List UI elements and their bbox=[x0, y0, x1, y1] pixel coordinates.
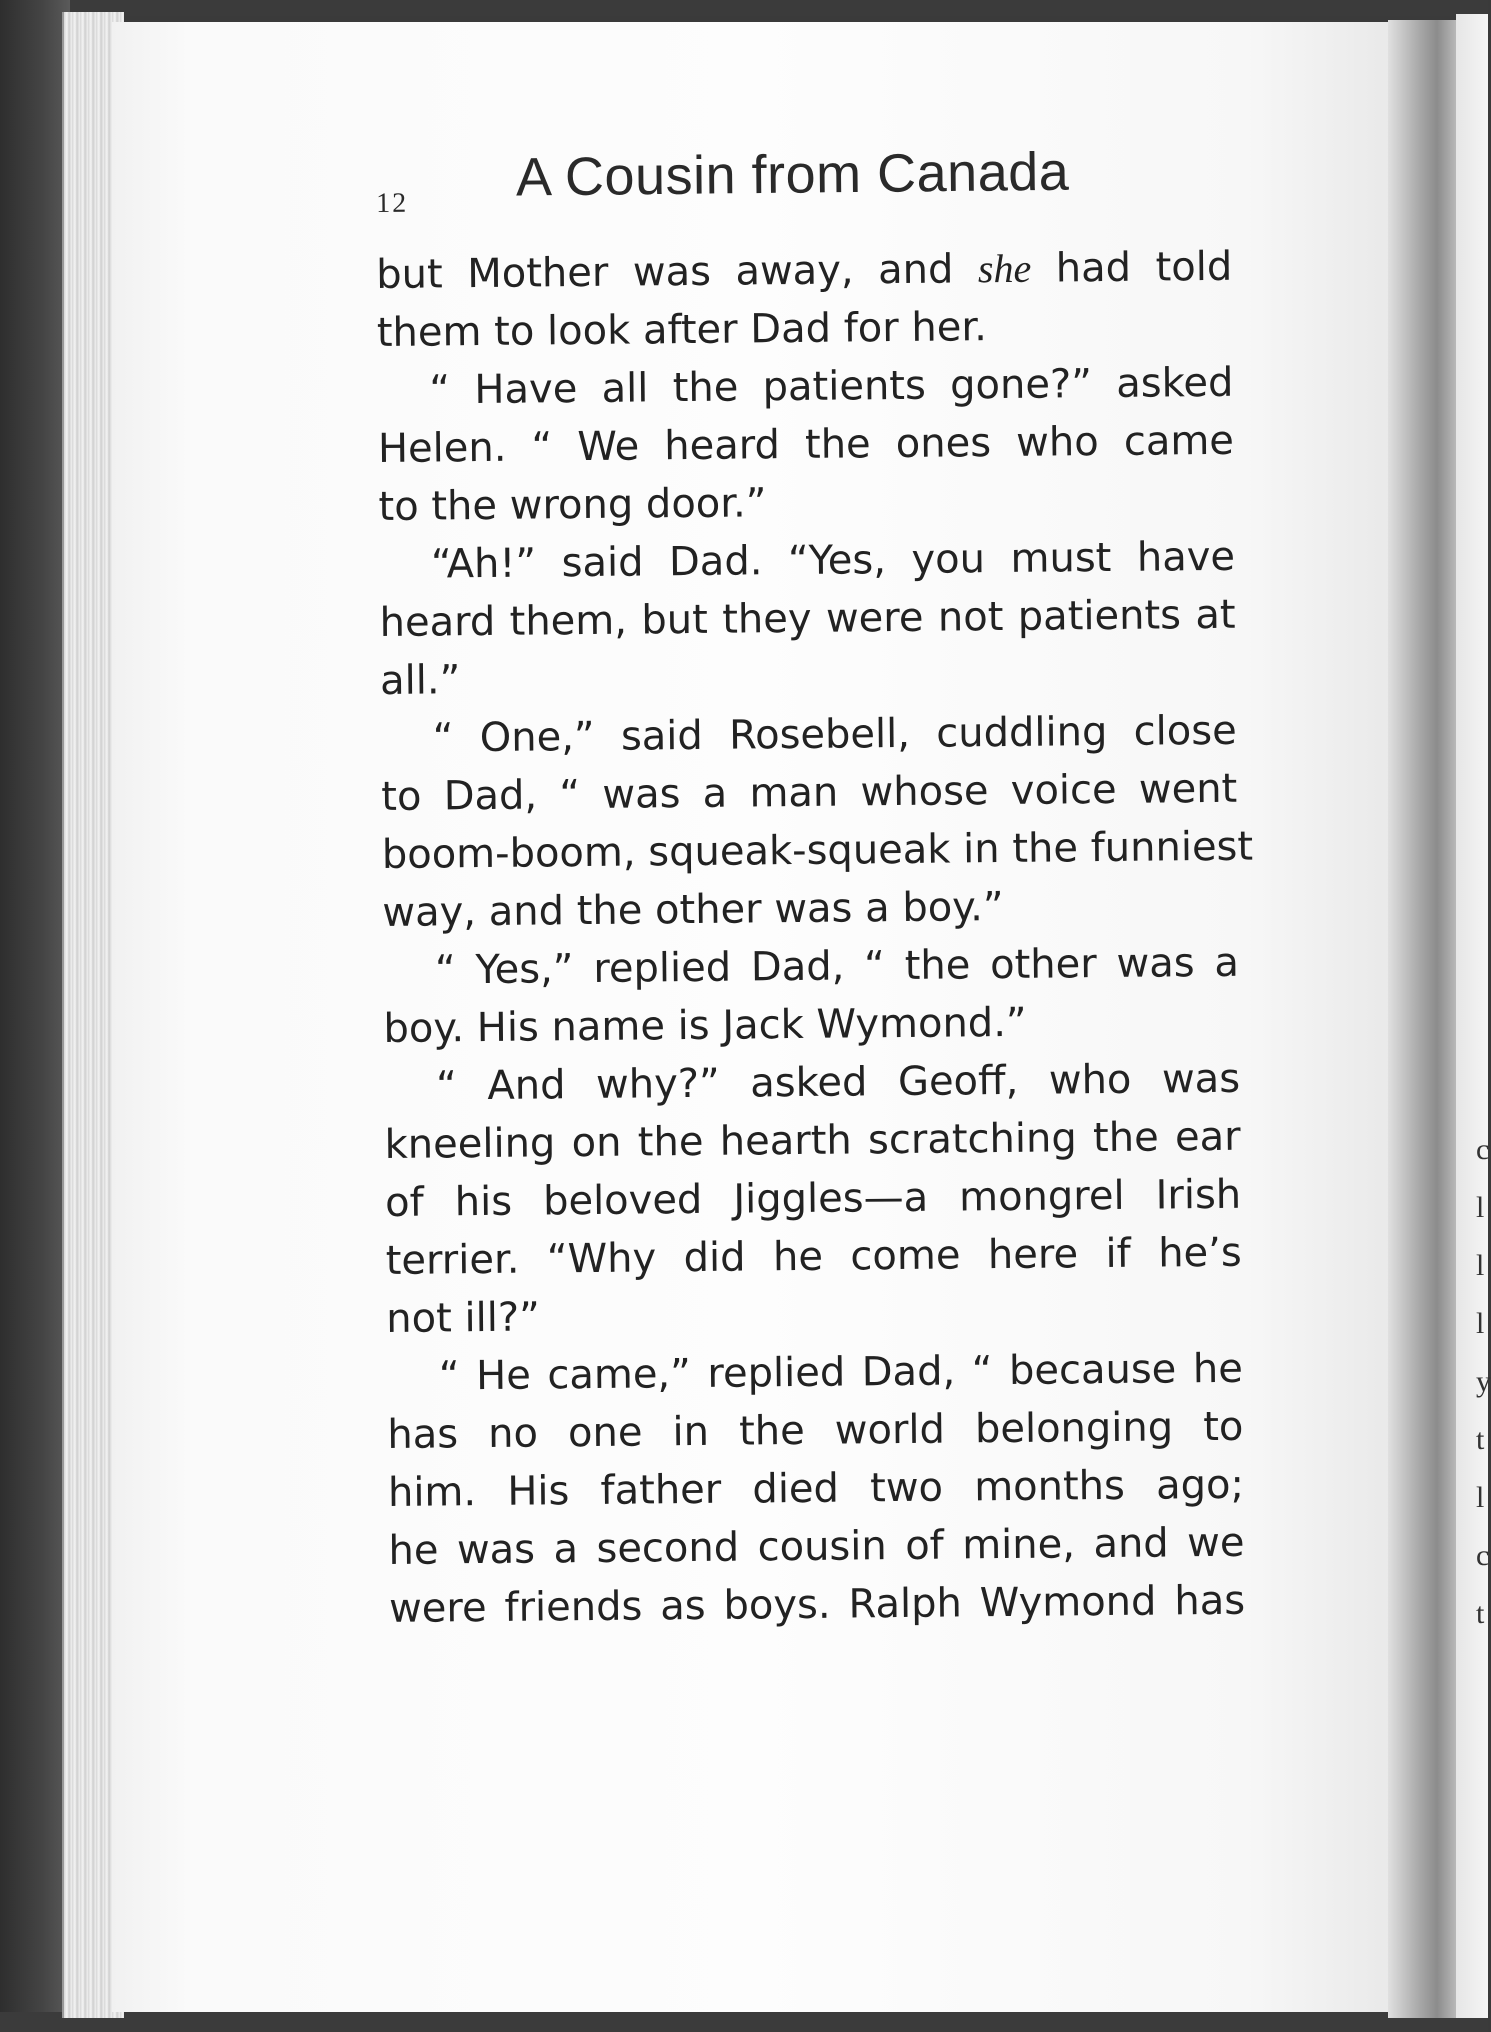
text-line: of his beloved Jiggles—a mongrel Irish bbox=[384, 1171, 1242, 1226]
text-line: kneeling on the hearth scratching the ear bbox=[384, 1113, 1241, 1168]
text-line: “ He came,” replied Dad, “ because he bbox=[438, 1345, 1244, 1400]
text-line: not ill?” bbox=[386, 1294, 541, 1342]
text-line: Helen. “ We heard the ones who came bbox=[377, 417, 1235, 472]
facing-page-text-fragments bbox=[1476, 1120, 1491, 1642]
book-binding-left bbox=[0, 0, 70, 2032]
text-line: to Dad, “ was a man whose voice went bbox=[381, 765, 1238, 820]
facing-fragment: t bbox=[1476, 1423, 1485, 1456]
text-line: to the wrong door.” bbox=[378, 480, 767, 530]
facing-fragment: l bbox=[1476, 1481, 1485, 1514]
text-line: but Mother was away, and she had told bbox=[376, 243, 1233, 298]
book-binding-bottom bbox=[0, 2012, 1488, 2032]
text-line: “ And why?” asked Geoff, who was bbox=[435, 1055, 1241, 1110]
body-text bbox=[376, 238, 1254, 1638]
text-line: boom-boom, squeak-squeak in the funniest bbox=[381, 823, 1254, 878]
text-line: way, and the other was a boy.” bbox=[382, 884, 1004, 936]
text-line: him. His father died two months ago; bbox=[387, 1461, 1245, 1516]
book-binding-top bbox=[0, 0, 1488, 16]
text-line: boy. His name is Jack Wymond.” bbox=[383, 999, 1027, 1052]
text-line: “Ah!” said Dad. “Yes, you must have bbox=[430, 533, 1236, 588]
text-line: has no one in the world belonging to bbox=[387, 1403, 1244, 1458]
text-line: “ One,” said Rosebell, cuddling close bbox=[432, 707, 1237, 762]
text-line: “ Yes,” replied Dad, “ the other was a bbox=[434, 939, 1240, 994]
text-line: all.” bbox=[379, 657, 461, 704]
text-line: were friends as boys. Ralph Wymond has bbox=[388, 1577, 1246, 1632]
text-line: terrier. “Why did he come here if he’s bbox=[385, 1229, 1242, 1284]
running-head bbox=[376, 140, 1107, 218]
page-number: 12 bbox=[376, 187, 409, 219]
text-line: “ Have all the patients gone?” asked bbox=[429, 359, 1234, 414]
facing-fragment: l bbox=[1476, 1307, 1485, 1340]
facing-fragment: c bbox=[1476, 1133, 1490, 1166]
facing-fragment: l bbox=[1476, 1249, 1485, 1282]
facing-fragment: y bbox=[1476, 1365, 1491, 1398]
page-gutter-shadow bbox=[1388, 20, 1458, 2018]
facing-page bbox=[1456, 14, 1491, 2018]
facing-fragment: c bbox=[1476, 1539, 1490, 1572]
facing-fragment: l bbox=[1476, 1191, 1485, 1224]
text-line: heard them, but they were not patients at bbox=[379, 591, 1236, 646]
text-line: them to look after Dad for her. bbox=[376, 304, 988, 356]
book-title: A Cousin from Canada bbox=[515, 141, 1070, 208]
text-line: he was a second cousin of mine, and we bbox=[388, 1519, 1245, 1574]
emphasis-word: she bbox=[977, 245, 1032, 292]
facing-fragment: t bbox=[1476, 1597, 1485, 1630]
